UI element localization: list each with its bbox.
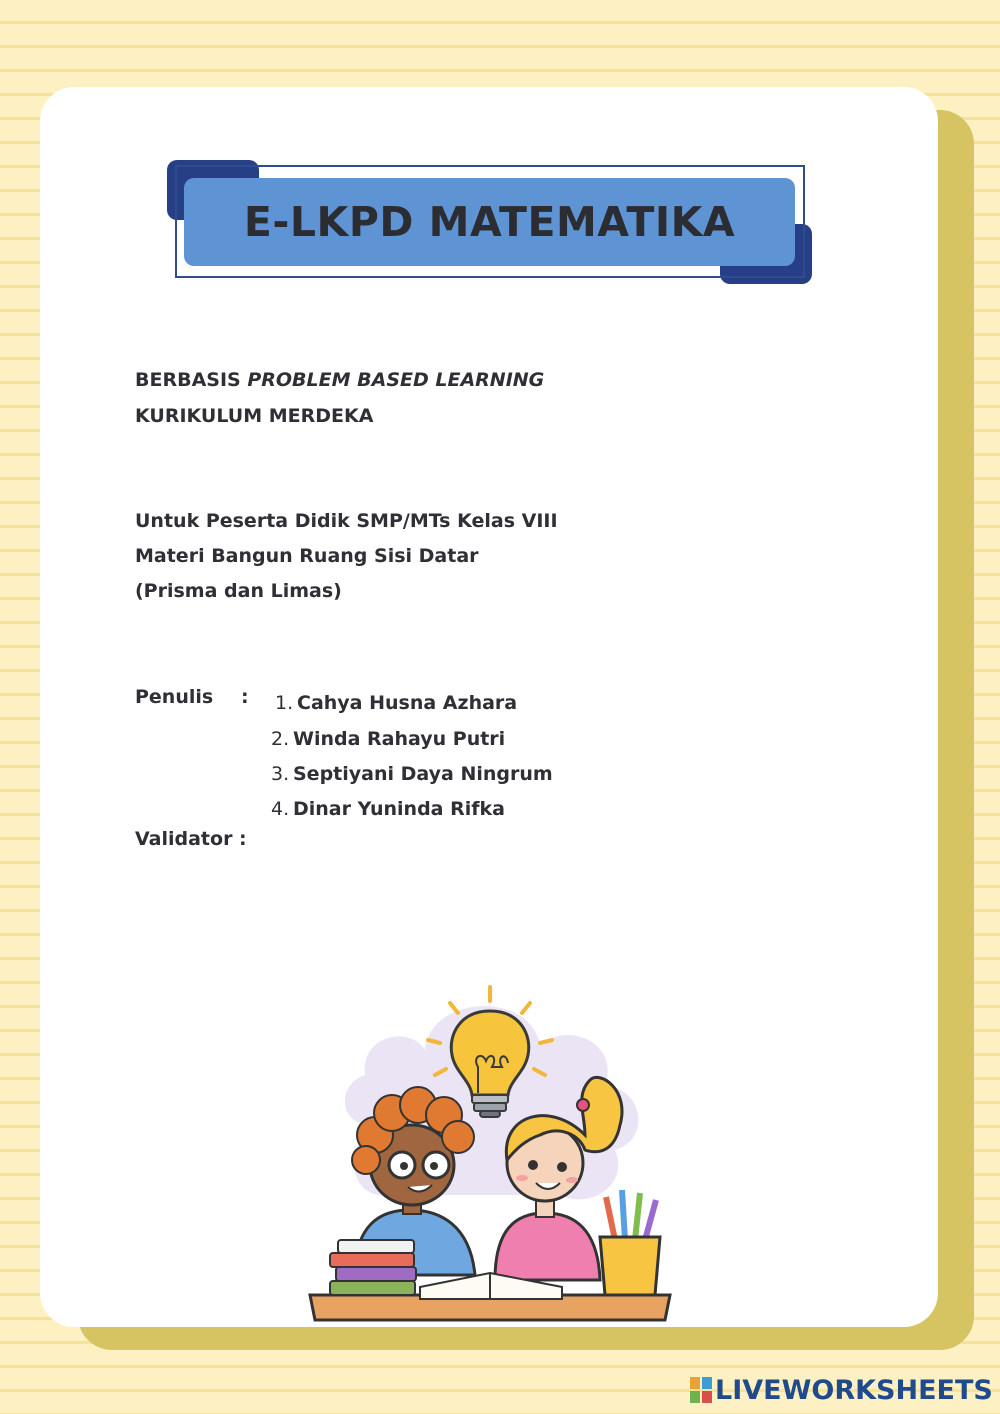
authors-colon: : (241, 686, 249, 708)
target-line-3: (Prisma dan Limas) (135, 580, 342, 602)
banner-main (184, 178, 795, 266)
author-name: Septiyani Daya Ningrum (293, 763, 553, 785)
target-line-2: Materi Bangun Ruang Sisi Datar (135, 545, 479, 567)
title-banner (167, 160, 812, 284)
subtitle-italic: PROBLEM BASED LEARNING (247, 369, 545, 391)
brand-name: LIVEWORKSHEETS (715, 1374, 993, 1406)
author-number: 3. (271, 763, 290, 785)
author-item (271, 763, 553, 785)
author-number: 1. (275, 692, 294, 714)
target-line-1: Untuk Peserta Didik SMP/MTs Kelas VIII (135, 510, 558, 532)
author-item (271, 728, 505, 750)
liveworksheets-icon (690, 1377, 712, 1403)
authors-label: Penulis (135, 686, 214, 708)
author-name: Winda Rahayu Putri (293, 728, 506, 750)
author-item (271, 798, 505, 820)
author-number: 2. (271, 728, 290, 750)
author-name: Dinar Yuninda Rifka (293, 798, 505, 820)
page-title: E-LKPD MATEMATIKA (243, 198, 736, 246)
kids-studying-illustration (300, 975, 680, 1325)
author-item (275, 692, 517, 714)
liveworksheets-logo (690, 1373, 993, 1407)
pencil-cup (600, 1190, 660, 1295)
subtitle-prefix: BERBASIS (135, 369, 248, 391)
book-stack (330, 1240, 416, 1295)
validator-label: Validator : (135, 828, 247, 850)
subtitle-line-1 (135, 369, 544, 391)
subtitle-line-2: KURIKULUM MERDEKA (135, 405, 374, 427)
author-name: Cahya Husna Azhara (297, 692, 518, 714)
author-number: 4. (271, 798, 290, 820)
